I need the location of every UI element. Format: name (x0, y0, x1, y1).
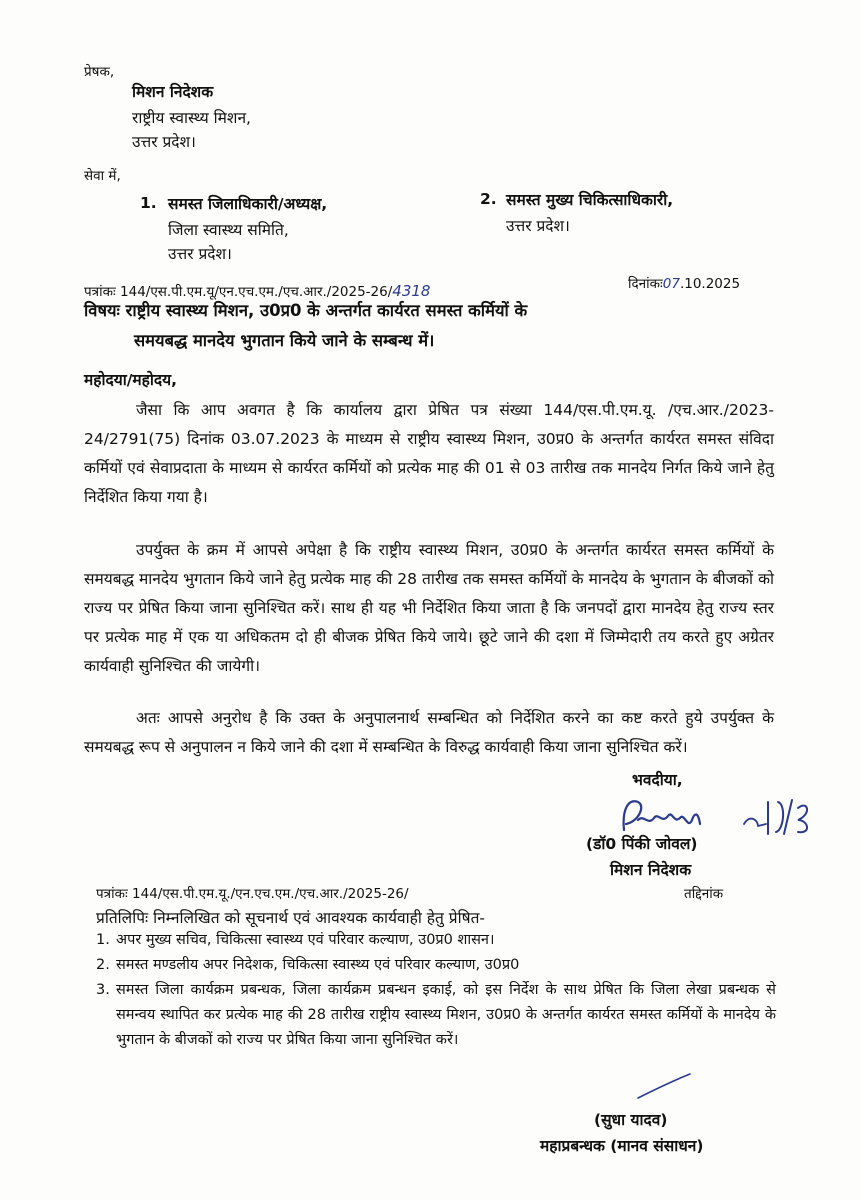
recipient-2-line2: उत्तर प्रदेश। (506, 217, 570, 235)
reference-handwritten-date: 07 (662, 276, 680, 292)
subject-line1: विषयः राष्ट्रीय स्वास्थ्य मिशन, उ0प्र0 के अन्तर्गत कार्यरत समस्त कर्मियों के (84, 301, 528, 320)
reference-label: पत्रांकः (84, 284, 116, 300)
signature-2-scribble (634, 1072, 694, 1102)
copy-list-item-text: समस्त जिला कार्यक्रम प्रबन्धक, जिला कार्यक्रम प्रबन्धन इकाई, को इस निर्देश के साथ प्रेषित कि जिला लेखा प्रबन्धक से समन्वय स्थापित कर प्रत्येक माह की 28 तारीख राष्ट्रीय स्वास्थ्य मिशन, उ0प्र0 के अन्तर्गत कार्यरत समस्त कर्मियों के मानदेय के भुगतान के बीजकों को राज्य पर प्रेषित किया जाना सुनिश्चित करें। (116, 982, 776, 1048)
recipient-1-line3: उत्तर प्रदेश। (168, 245, 232, 263)
subject-line2: समयबद्ध मानदेय भुगतान किये जाने के सम्बन्ध में। (134, 331, 435, 350)
copy-list-item-text: अपर मुख्य सचिव, चिकित्सा स्वास्थ्य एवं परिवार कल्याण, उ0प्र0 शासन। (116, 932, 495, 948)
recipients-label: सेवा में, (84, 168, 121, 184)
salutation: महोदया/महोदय, (84, 371, 178, 389)
subject (84, 296, 774, 356)
copy-list-item-text: समस्त मण्डलीय अपर निदेशक, चिकित्सा स्वास्थ्य एवं परिवार कल्याण, उ0प्र0 (116, 957, 520, 973)
signatory-2-designation: महाप्रबन्धक (मानव संसाधन) (540, 1137, 704, 1155)
sender-state: उत्तर प्रदेश। (132, 133, 196, 151)
closing: भवदीया, (632, 771, 683, 789)
handwritten-initial-2 (634, 1072, 694, 1106)
signature-1-handwritten-date (623, 856, 628, 857)
copy-reference-line (96, 884, 409, 902)
body-paragraph-3-text: अतः आपसे अनुरोध है कि उक्त के अनुपालनार्थ सम्बन्धित को निर्देशित करने का कष्ट करते हुये उपर्युक्त के समयबद्ध रूप से अनुपालन न किये जाने की दशा में सम्बन्धित के विरुद्ध कार्यवाही किया जाना सुनिश्चित करें। (84, 709, 774, 756)
signature-1-handwritten-text (620, 856, 627, 857)
signatory-1-name: (डॉ0 पिंकी जोवल) (586, 835, 698, 853)
recipient-1-line2: जिला स्वास्थ्य समिति, (168, 221, 289, 239)
sender-label: प्रेषक, (84, 64, 115, 80)
body-paragraph-2-text: उपर्युक्त के क्रम में आपसे अपेक्षा है कि राष्ट्रीय स्वास्थ्य मिशन, उ0प्र0 के अन्तर्गत कार्यरत समस्त कर्मियों के समयबद्ध मानदेय भुगतान किये जाने हेतु प्रत्येक माह की 28 तारीख तक समस्त कर्मियों के मानदेय के भुगतान के बीजकों को राज्य पर प्रेषित किया जाना सुनिश्चित करें। साथ ही यह भी निर्देशित किया जाता है कि जनपदों द्वारा मानदेय हेतु राज्य स्तर पर प्रत्येक माह में एक या अधिकतम दो ही बीजक प्रेषित किये जाये। छूटे जाने की दशा में जिम्मेदारी तय करते हुए अग्रेतर कार्यवाही सुनिश्चित की जायेगी। (84, 541, 774, 675)
copy-list-item-number: 2. (96, 957, 110, 973)
body-paragraph-1-text: जैसा कि आप अवगत है कि कार्यालय द्वारा प्रेषित पत्र संख्या 144/एस.पी.एम.यू. /एच.आर./2023-24/2791(75) दिनांक 03.07.2023 के माध्यम से राष्ट्रीय स्वास्थ्य मिशन, उ0प्र0 के अन्तर्गत कार्यरत समस्त संविदा कर्मियों एवं सेवाप्रदाता के माध्यम से कार्यरत कर्मियों को प्रत्येक माह की 01 से 03 तारीख तक मानदेय निर्गत किये जाने हेतु निर्देशित किया गया है। (84, 401, 774, 506)
body-paragraph-1 (84, 396, 774, 512)
reference-date-suffix: .10.2025 (679, 276, 741, 292)
reference-handwritten-number: 4318 (392, 282, 431, 300)
recipient-1-line1: समस्त जिलाधिकारी/अध्यक्ष, (168, 195, 328, 213)
reference-date-label: दिनांकः (628, 276, 663, 292)
recipient-2-number: 2. (480, 190, 497, 208)
reference-number: 144/एस.पी.एम.यू/एन.एच.एम./एच.आर./2025-26/ (120, 284, 393, 300)
copy-list-item-number: 3. (96, 982, 110, 998)
copy-reference-number: 144/एस.पी.एम.यू./एन.एच.एम./एच.आर./2025-26/ (132, 886, 409, 902)
sender-designation: मिशन निदेशक (132, 83, 214, 101)
copy-reference-label: पत्रांकः (96, 886, 128, 902)
copy-list (96, 928, 776, 1053)
signatory-1-designation: मिशन निदेशक (610, 861, 692, 879)
copy-reference-date: तद्दिनांक (684, 886, 724, 902)
body-paragraph-2 (84, 536, 774, 681)
copy-list-item-number: 1. (96, 932, 110, 948)
copy-list-item (96, 928, 776, 953)
body-paragraph-3 (84, 704, 774, 762)
copy-intro: प्रतिलिपिः निम्नलिखित को सूचनार्थ एवं आवश्यक कार्यवाही हेतु प्रेषित- (96, 909, 486, 927)
recipient-2-line1: समस्त मुख्य चिकित्साधिकारी, (506, 191, 674, 209)
recipient-1-number: 1. (140, 194, 157, 212)
copy-list-item (96, 953, 776, 978)
copy-list-item (96, 978, 776, 1053)
sender-organization: राष्ट्रीय स्वास्थ्य मिशन, (132, 109, 251, 127)
reference-date (628, 274, 740, 292)
signatory-2-name: (सुधा यादव) (594, 1111, 668, 1129)
